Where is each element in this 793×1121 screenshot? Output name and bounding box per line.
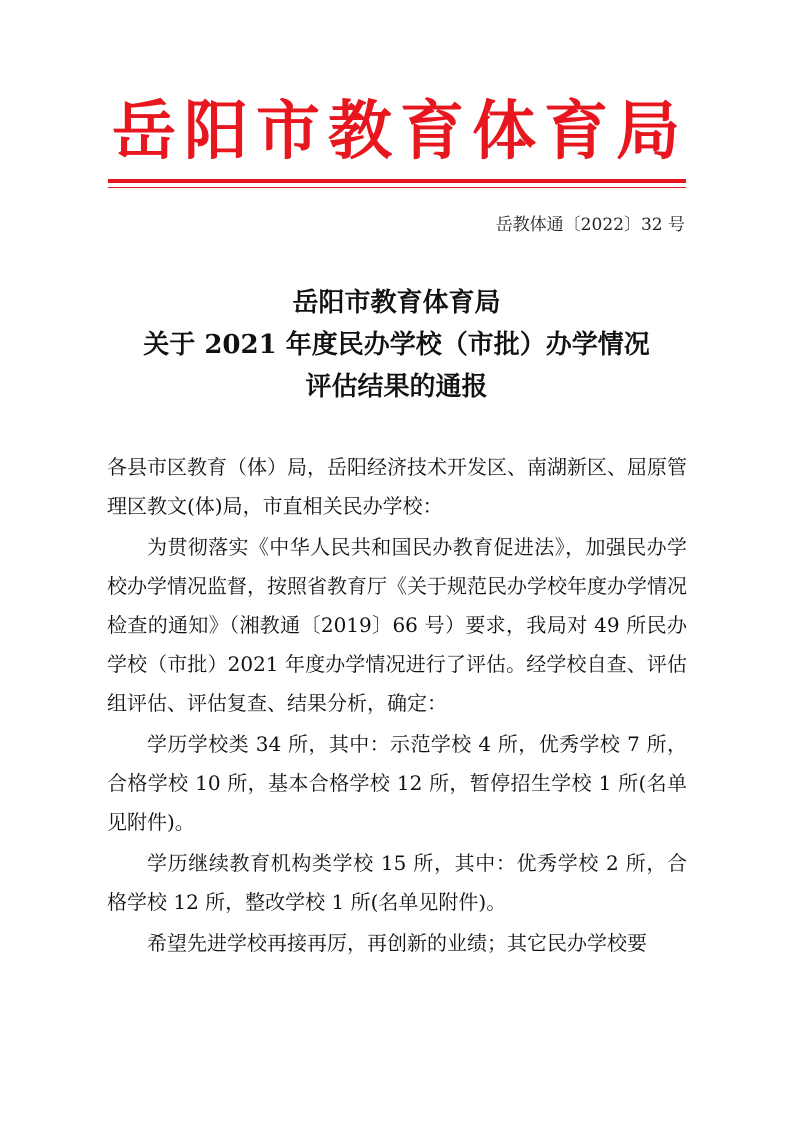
title-line-2: 关于 2021 年度民办学校（市批）办学情况 bbox=[143, 330, 650, 360]
paragraph-2: 学历学校类 34 所，其中：示范学校 4 所，优秀学校 7 所，合格学校 10 所，基本合格学校 12 所，暂停招生学校 1 所(名单见附件)。 bbox=[107, 732, 687, 834]
document-title bbox=[100, 282, 693, 408]
title-line-3: 评估结果的通报 bbox=[305, 372, 488, 402]
title-line-1: 岳阳市教育体育局 bbox=[292, 288, 501, 318]
masthead-title: 岳阳市教育体育局 bbox=[112, 94, 688, 169]
masthead-rule-thick bbox=[108, 179, 686, 183]
paragraph-4: 希望先进学校再接再厉，再创新的业绩；其它民办学校要 bbox=[147, 931, 647, 955]
masthead-rule-thin bbox=[108, 187, 686, 188]
document-number: 岳教体通〔2022〕32 号 bbox=[495, 215, 685, 235]
document-body bbox=[107, 448, 687, 965]
salutation: 各县市区教育（体）局，岳阳经济技术开发区、南湖新区、屈原管理区教文(体)局，市直相关民办学校： bbox=[107, 455, 687, 518]
paragraph-3: 学历继续教育机构类学校 15 所，其中：优秀学校 2 所，合格学校 12 所，整改学校 1 所(名单见附件)。 bbox=[107, 851, 687, 914]
paragraph-1: 为贯彻落实《中华人民共和国民办教育促进法》，加强民办学校办学情况监督，按照省教育厅《关于规范民办学校年度办学情况检查的通知》（湘教通〔2019〕66 号）要求，我局对 49 所民办学校（市批）2021 年度办学情况进行了评估。经学校自查、评估组评估、评估复查、结果分析，确定： bbox=[107, 535, 687, 715]
